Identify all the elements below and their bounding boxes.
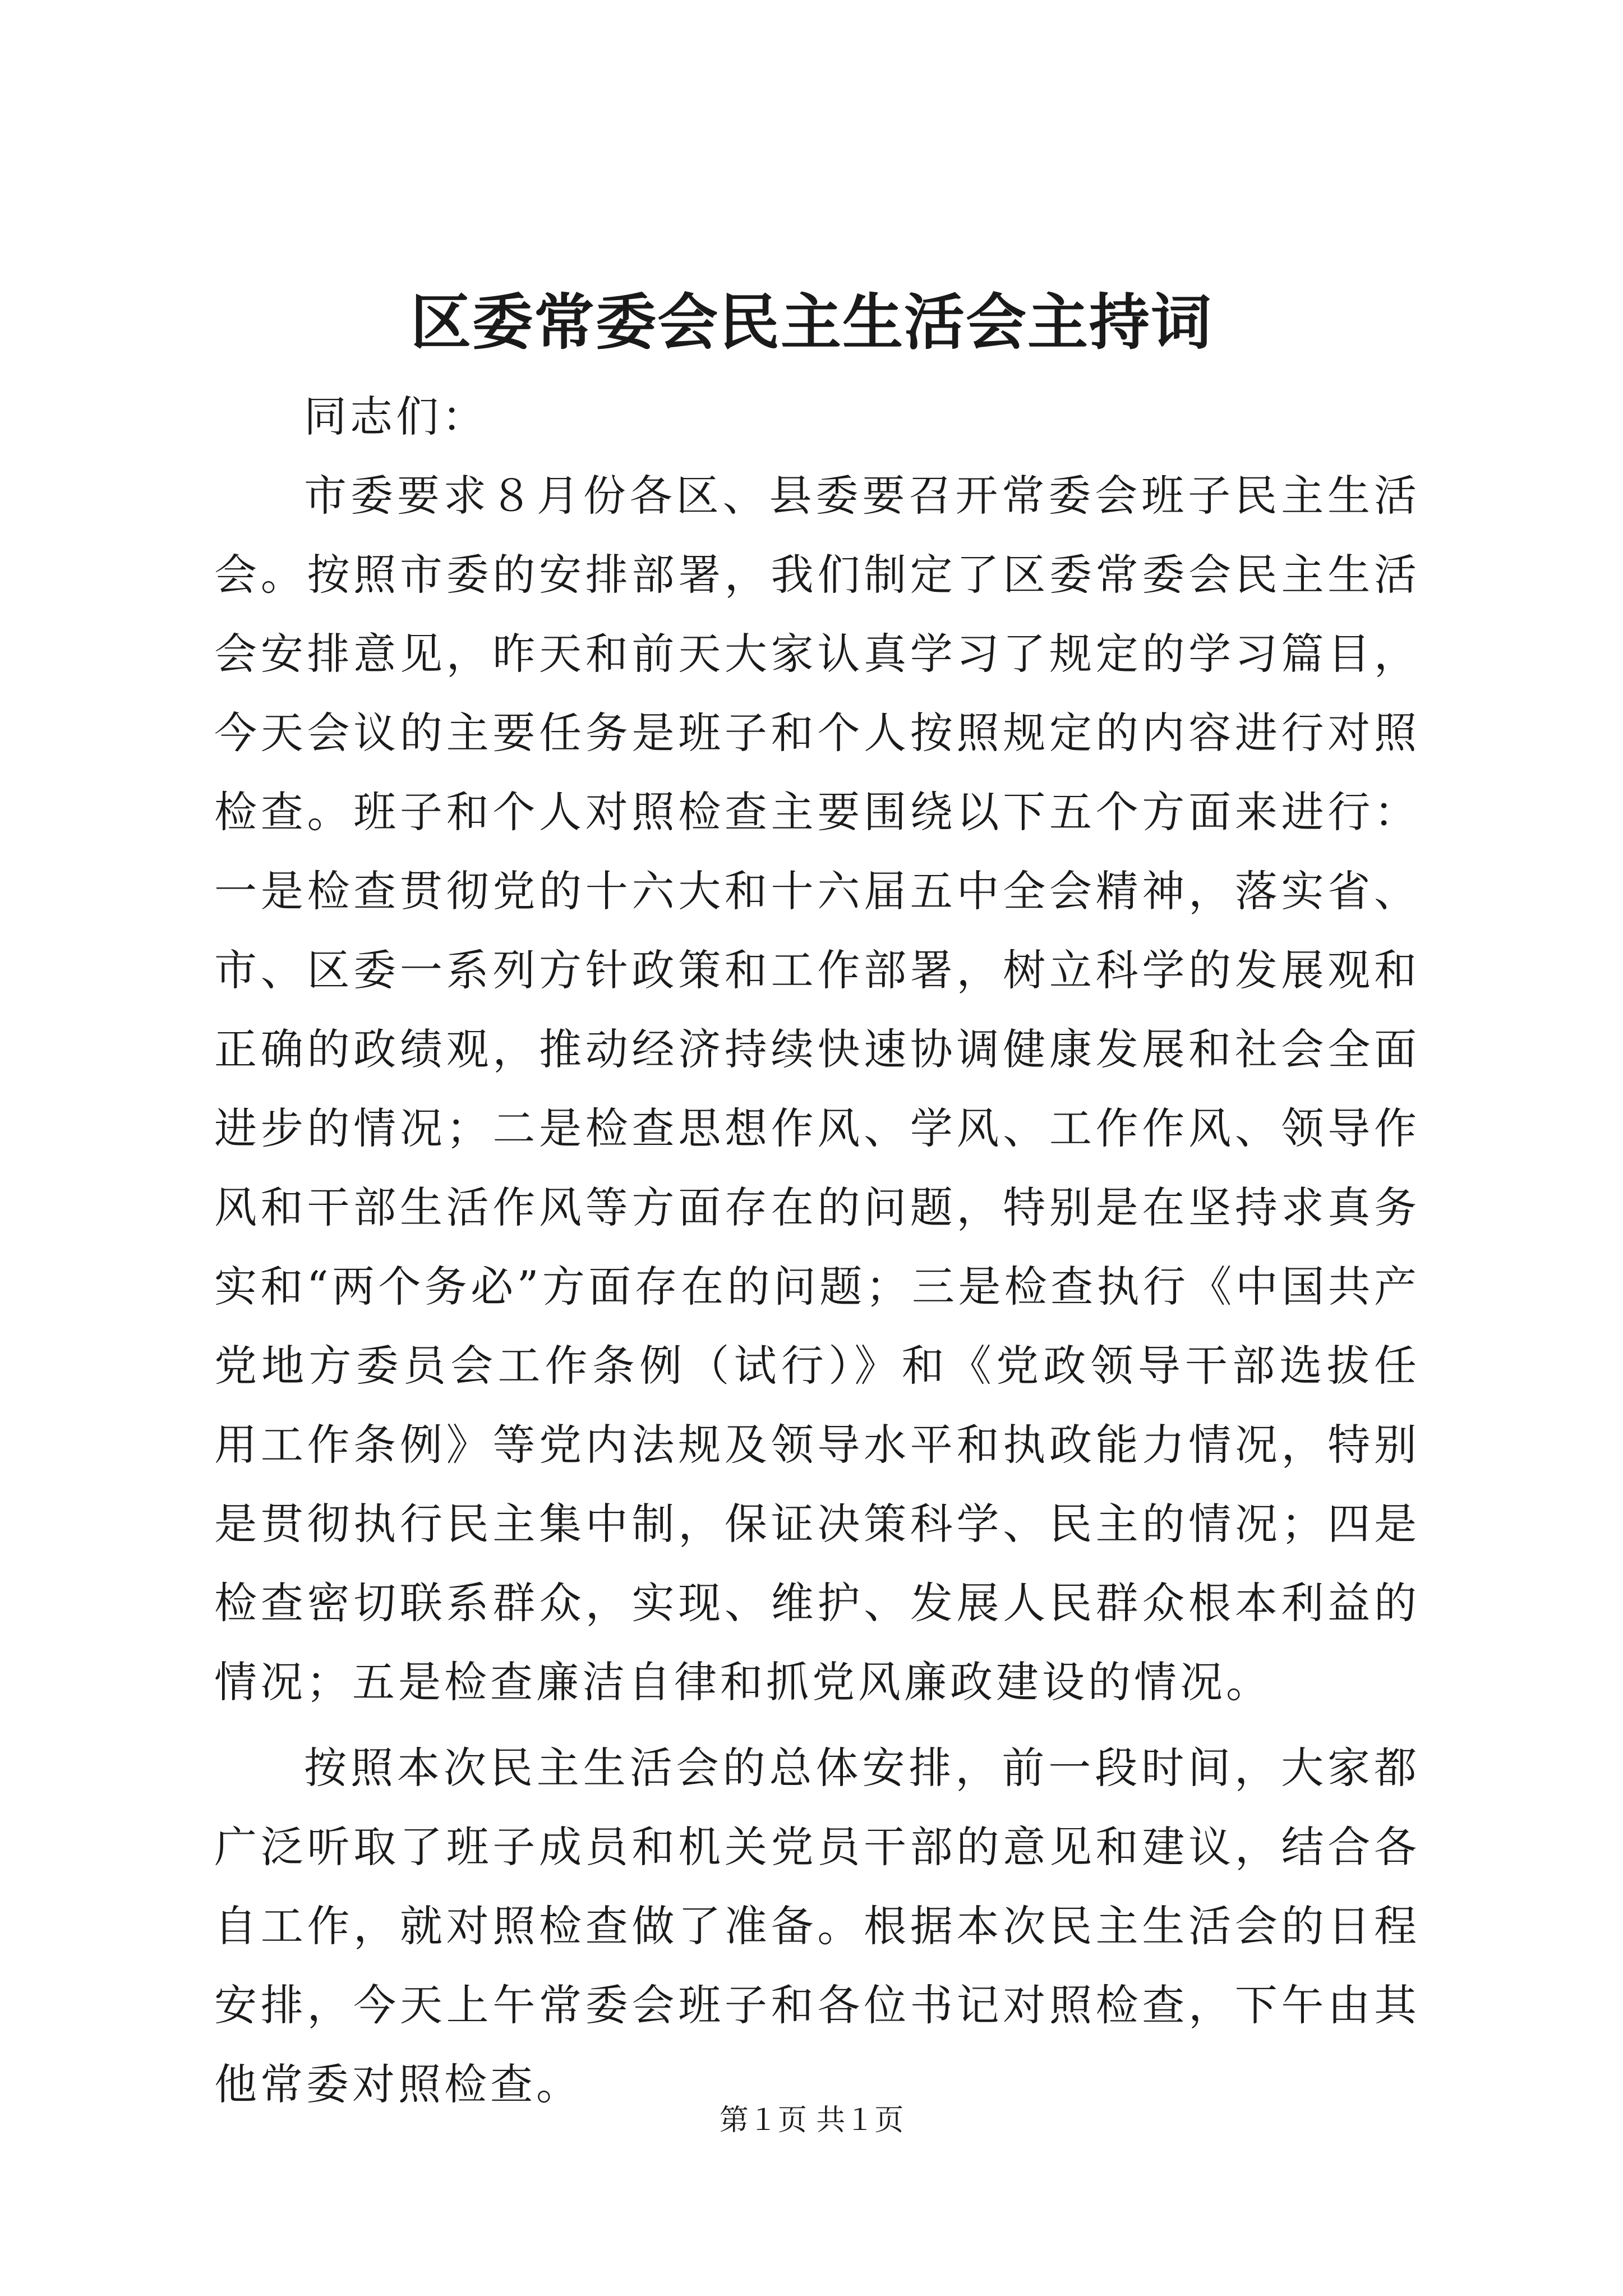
- page-number: 第１页 共１页: [719, 2104, 904, 2137]
- page-footer: [0, 2101, 1623, 2140]
- salutation: 同志们：: [304, 392, 488, 441]
- paragraph-2: 按照本次民主生活会的总体安排，前一段时间，大家都广泛听取了班子成员和机关党员干部的意见和建议，结合各自工作，就对照检查做了准备。根据本次民主生活会的日程安排，今天上午常委会班子和各位书记对照检查，下午由其他常委对照检查。: [214, 1743, 1420, 2109]
- document-title: 区委常委会民主生活会主持词: [410, 287, 1212, 358]
- paragraph-1: 市委要求８月份各区、县委要召开常委会班子民主生活会。按照市委的安排部署，我们制定了区委常委会民主生活会安排意见，昨天和前天大家认真学习了规定的学习篇目，今天会议的主要任务是班子和个人按照规定的内容进行对照检查。班子和个人对照检查主要围绕以下五个方面来进行：一是检查贯彻党的十六大和十六届五中全会精神，落实省、市、区委一系列方针政策和工作部署，树立科学的发展观和正确的政绩观，推动经济持续快速协调健康发展和社会全面进步的情况；二是检查思想作风、学风、工作作风、领导作风和干部生活作风等方面存在的问题，特别是在坚持求真务实和“两个务必”方面存在的问题；三是检查执行《中国共产党地方委员会工作条例（试行）》和《党政领导干部选拔任用工作条例》等党内法规及领导水平和执政能力情况，特别是贯彻执行民主集中制，保证决策科学、民主的情况；四是检查密切联系群众，实现、维护、发展人民群众根本利益的情况；五是检查廉洁自律和抓党风廉政建设的情况。: [214, 471, 1420, 1707]
- document-body: [214, 377, 1420, 2124]
